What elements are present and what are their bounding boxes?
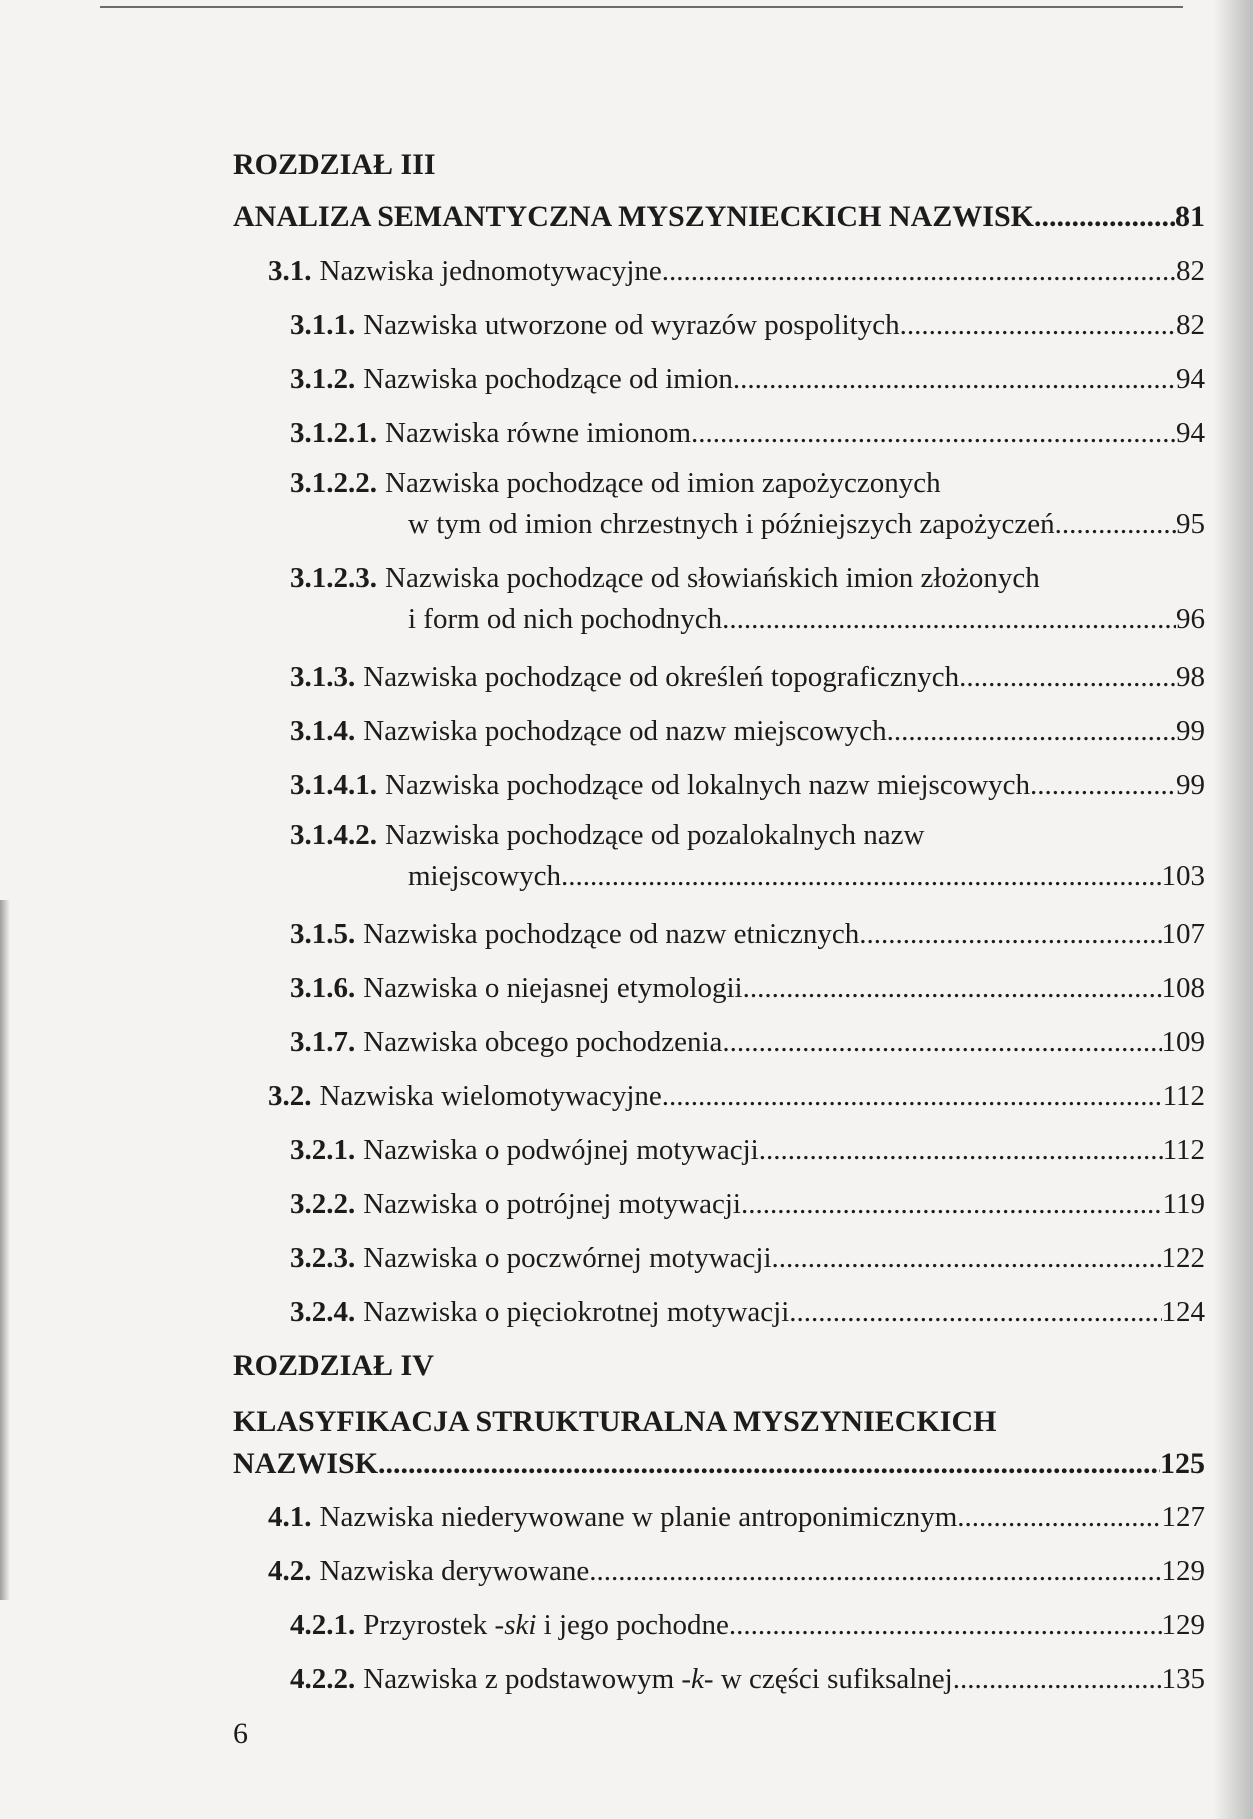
entry-title [363,1652,952,1706]
toc-entry-3-1-1[interactable] [233,298,1205,352]
entry-page: 129 [1161,1555,1205,1587]
dot-leader [691,406,1176,460]
chapter-3-label: ROZDZIAŁ III [233,148,436,181]
entry-number: 3.1.4. [290,715,356,747]
entry-title: Nazwiska obcego pochodzenia [363,1026,723,1058]
entry-page: 127 [1161,1501,1205,1533]
toc-entry-3-1-2-2[interactable] [233,460,1205,555]
dot-leader [743,961,1162,1015]
dot-leader [741,1177,1163,1231]
toc-entry-3-1-2-1[interactable] [233,406,1205,460]
entry-page: 103 [1161,860,1205,892]
title-part: w części sufiksalnej [713,1663,953,1695]
entry-page: 135 [1161,1663,1205,1695]
entry-title: Nazwiska pochodzące od imion [363,363,733,395]
toc-entry-3-1-5[interactable] [233,907,1205,961]
dot-leader [1030,758,1176,812]
entry-page: 112 [1162,1134,1205,1166]
entry-number: 3.2. [268,1080,312,1112]
dot-leader [953,1652,1162,1706]
page-number: 6 [233,1717,248,1750]
chapter-3-title: ANALIZA SEMANTYCZNA MYSZYNIECKICH NAZWISK [233,200,1034,233]
top-border-line [100,6,1183,8]
entry-page: 124 [1161,1296,1205,1328]
dot-leader [772,1231,1162,1285]
entry-title: Nazwiska o potrójnej motywacji [363,1188,741,1220]
entry-page: 108 [1161,972,1205,1004]
dot-leader [662,244,1176,298]
entry-number: 3.1.5. [290,918,356,950]
title-part: i jego pochodne [536,1609,729,1641]
entry-page: 82 [1176,309,1205,341]
entry-number: 3.1.2. [290,363,356,395]
toc-entry-3-2[interactable] [233,1069,1205,1123]
entry-number: 3.2.2. [290,1188,356,1220]
entry-page: 122 [1161,1242,1205,1274]
chapter-3-page: 81 [1175,200,1205,233]
toc-entry-4-2[interactable] [233,1544,1205,1598]
scan-edge-shadow [0,900,10,1600]
entry-number: 4.2.2. [290,1663,356,1695]
entry-title: Nazwiska derywowane [319,1555,590,1587]
entry-page: 99 [1176,769,1205,801]
suffix-italic: -ski [494,1609,537,1641]
entry-title: Nazwiska pochodzące od nazw etnicznych [363,918,860,950]
entry-title-continued: i form od nich pochodnych [408,603,723,635]
entry-number: 3.1.4.1. [290,769,377,801]
toc-entry-3-2-2[interactable] [233,1177,1205,1231]
chapter-4-title-continued: NAZWISK [233,1447,379,1480]
toc-entry-3-1-3[interactable] [233,650,1205,704]
entry-title: Nazwiska niederywowane w planie antroponimicznym [319,1501,958,1533]
dot-leader [957,1490,1161,1544]
entry-number: 3.1.2.3. [290,562,377,594]
dot-leader [1055,504,1176,545]
entry-title: Nazwiska pochodzące od lokalnych nazw miejscowych [385,769,1031,801]
entry-title: Nazwiska o pięciokrotnej motywacji [363,1296,790,1328]
page-fold-shadow [1213,0,1253,1819]
title-part: Przyrostek [363,1609,495,1641]
entry-number: 4.1. [268,1501,312,1533]
chapter-4-title: KLASYFIKACJA STRUKTURALNA MYSZYNIECKICH [233,1405,997,1438]
toc-entry-3-1-2[interactable] [233,352,1205,406]
entry-number: 3.1.7. [290,1026,356,1058]
toc-entry-4-1[interactable] [233,1490,1205,1544]
dot-leader [378,1442,1160,1486]
dot-leader [900,298,1176,352]
toc-entry-4-2-1[interactable] [233,1598,1205,1652]
entry-title: Nazwiska o podwójnej motywacji [363,1134,759,1166]
dot-leader [729,1598,1162,1652]
toc-entry-4-2-2[interactable] [233,1652,1205,1706]
dot-leader [561,856,1161,897]
entry-number: 3.1.1. [290,309,356,341]
toc-entry-3-1-7[interactable] [233,1015,1205,1069]
entry-title-continued: w tym od imion chrzestnych i późniejszych zapożyczeń [408,508,1055,540]
chapter-3-title-entry[interactable] [233,190,1205,244]
dot-leader [722,1015,1161,1069]
entry-page: 94 [1176,417,1205,449]
entry-number: 4.2. [268,1555,312,1587]
entry-title: Nazwiska równe imionom [385,417,692,449]
dot-leader [887,704,1176,758]
entry-number: 3.1.6. [290,972,356,1004]
entry-page: 95 [1176,508,1205,540]
title-part: Nazwiska z podstawowym [363,1663,682,1695]
entry-page: 82 [1176,255,1205,287]
toc-entry-3-2-3[interactable] [233,1231,1205,1285]
dot-leader [733,352,1176,406]
chapter-4-page: 125 [1160,1447,1205,1480]
entry-page: 99 [1176,715,1205,747]
toc-entry-3-2-4[interactable] [233,1285,1205,1339]
entry-number: 4.2.1. [290,1609,356,1641]
entry-number: 3.2.1. [290,1134,356,1166]
entry-page: 94 [1176,363,1205,395]
entry-number: 3.1.4.2. [290,819,377,851]
dot-leader [589,1544,1161,1598]
toc-entry-3-1-4[interactable] [233,704,1205,758]
dot-leader [959,650,1176,704]
toc-entry-3-1[interactable] [233,244,1205,298]
entry-title: Nazwiska pochodzące od określeń topograficznych [363,661,960,693]
entry-title: Nazwiska pochodzące od nazw miejscowych [363,715,887,747]
entry-title: Nazwiska wielomotywacyjne [319,1080,662,1112]
entry-title: Nazwiska pochodzące od pozalokalnych nazw [385,819,925,851]
dot-leader [789,1285,1161,1339]
toc-entry-3-1-4-2[interactable] [233,812,1205,907]
entry-number: 3.2.3. [290,1242,356,1274]
toc-entry-3-1-2-3[interactable] [233,555,1205,650]
entry-page: 107 [1161,918,1205,950]
entry-page: 112 [1162,1080,1205,1112]
toc-entry-3-1-4-1[interactable] [233,758,1205,812]
entry-number: 3.1.2.1. [290,417,377,449]
dot-leader [1034,190,1175,244]
entry-page: 129 [1161,1609,1205,1641]
entry-title: Nazwiska jednomotywacyjne [319,255,662,287]
chapter-4-title-entry[interactable] [233,1442,1205,1486]
dot-leader [722,599,1176,640]
entry-number: 3.1.3. [290,661,356,693]
suffix-italic: -k- [681,1663,714,1695]
entry-title: Nazwiska pochodzące od imion zapożyczonych [385,467,941,499]
entry-title: Nazwiska utworzone od wyrazów pospolitych [363,309,900,341]
entry-title-continued: miejscowych [408,860,562,892]
entry-page: 96 [1176,603,1205,635]
entry-page: 109 [1161,1026,1205,1058]
entry-title [363,1598,729,1652]
dot-leader [662,1069,1163,1123]
toc-entry-3-1-6[interactable] [233,961,1205,1015]
entry-number: 3.2.4. [290,1296,356,1328]
table-of-contents [233,140,1205,1706]
entry-page: 119 [1162,1188,1205,1220]
entry-number: 3.1.2.2. [290,467,377,499]
entry-title: Nazwiska o niejasnej etymologii [363,972,743,1004]
entry-number: 3.1. [268,255,312,287]
entry-title: Nazwiska o poczwórnej motywacji [363,1242,772,1274]
dot-leader [759,1123,1163,1177]
chapter-4-label: ROZDZIAŁ IV [233,1349,434,1382]
entry-title: Nazwiska pochodzące od słowiańskich imion złożonych [385,562,1040,594]
toc-entry-3-2-1[interactable] [233,1123,1205,1177]
entry-page: 98 [1176,661,1205,693]
dot-leader [859,907,1161,961]
